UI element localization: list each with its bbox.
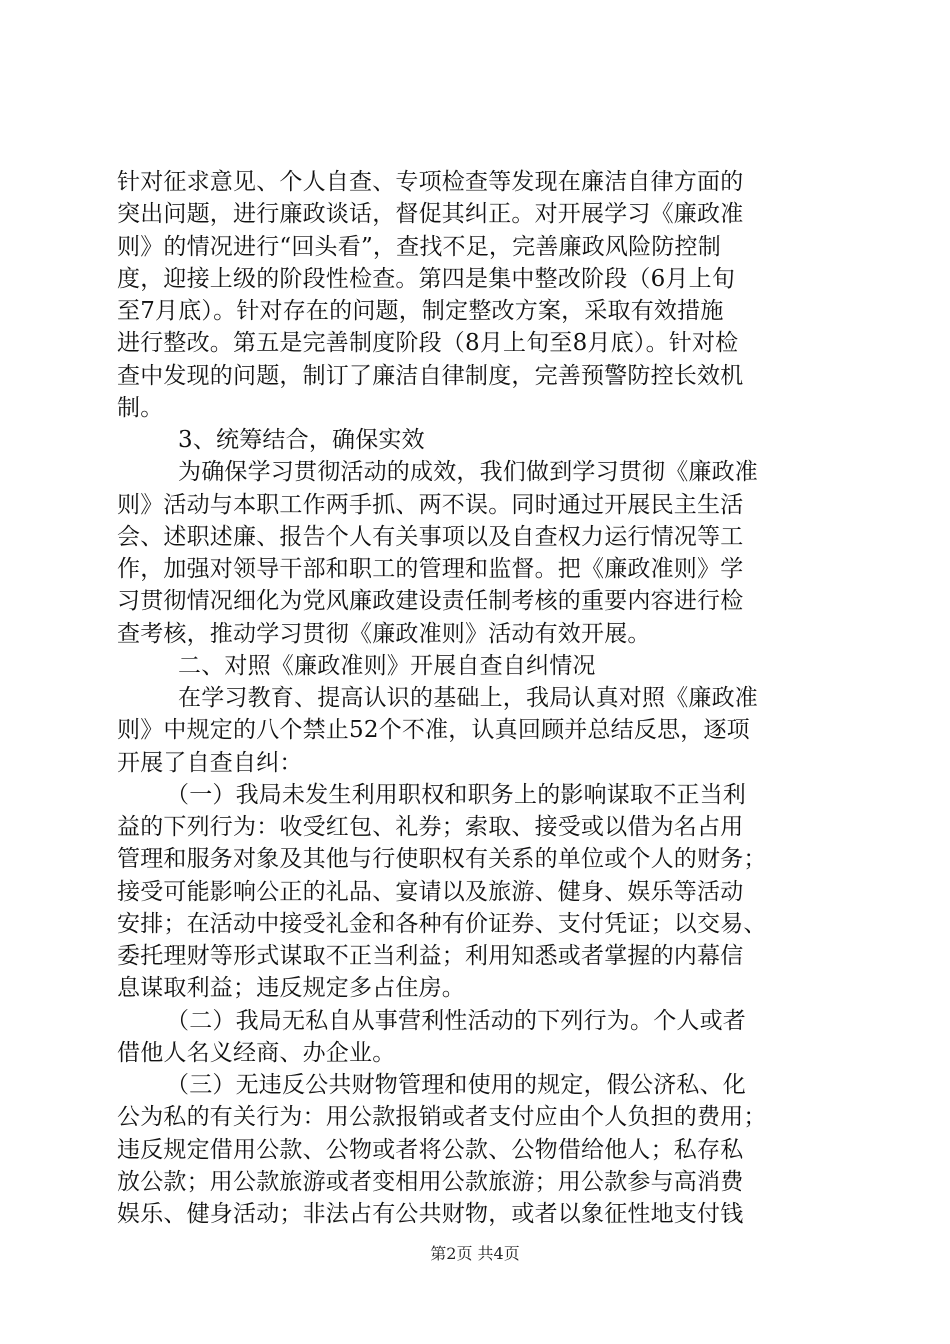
text-line: 息谋取利益；违反规定多占住房。 bbox=[117, 975, 465, 1002]
text-line: 则》中规定的八个禁止52个不准，认真回顾并总结反思，逐项 bbox=[117, 717, 750, 744]
text-line: 突出问题，进行廉政谈话，督促其纠正。对开展学习《廉政准 bbox=[117, 201, 744, 228]
text-line: 安排；在活动中接受礼金和各种有价证券、支付凭证；以交易、 bbox=[117, 910, 767, 937]
text-line: （三）无违反公共财物管理和使用的规定，假公济私、化 bbox=[166, 1072, 746, 1098]
text-line: 查中发现的问题，制订了廉洁自律制度，完善预警防控长效机 bbox=[117, 362, 744, 389]
text-line: 针对征求意见、个人自查、专项检查等发现在廉洁自律方面的 bbox=[117, 169, 744, 195]
text-line: 委托理财等形式谋取不正当利益；利用知悉或者掌握的内幕信 bbox=[117, 943, 744, 969]
text-line: 查考核，推动学习贯彻《廉政准则》活动有效开展。 bbox=[117, 620, 651, 647]
text-line: 公为私的有关行为：用公款报销或者支付应由个人负担的费用； bbox=[117, 1104, 767, 1131]
text-line: 益的下列行为：收受红包、礼券；索取、接受或以借为名占用 bbox=[117, 814, 744, 840]
text-line: 则》的情况进行“回头看”，查找不足，完善廉政风险防控制 bbox=[117, 233, 721, 260]
section-heading: 3、统筹结合，确保实效 bbox=[178, 427, 425, 453]
page-number: 第2页 共4页 bbox=[430, 1244, 520, 1263]
text-line: 制。 bbox=[117, 394, 164, 421]
text-line: 进行整改。第五是完善制度阶段（8月上旬至8月底）。针对检 bbox=[117, 330, 739, 357]
text-line: 娱乐、健身活动；非法占有公共财物，或者以象征性地支付钱 bbox=[117, 1201, 744, 1227]
text-line: 管理和服务对象及其他与行使职权有关系的单位或个人的财务； bbox=[117, 846, 767, 873]
text-line: 借他人名义经商、办企业。 bbox=[117, 1039, 396, 1066]
text-line: （二）我局无私自从事营利性活动的下列行为。个人或者 bbox=[166, 1007, 746, 1034]
text-line: 则》活动与本职工作两手抓、两不误。同时通过开展民主生活 bbox=[117, 491, 744, 518]
text-line: 度，迎接上级的阶段性检查。第四是集中整改阶段（6月上旬 bbox=[117, 265, 736, 292]
text-line: （一）我局未发生利用职权和职务上的影响谋取不正当利 bbox=[166, 781, 746, 808]
text-line: 在学习教育、提高认识的基础上，我局认真对照《廉政准 bbox=[178, 685, 758, 711]
text-line: 开展了自查自纠： bbox=[117, 749, 303, 776]
text-line: 会、述职述廉、报告个人有关事项以及自查权力运行情况等工 bbox=[117, 523, 744, 550]
text-line: 至7月底）。针对存在的问题，制定整改方案，采取有效措施 bbox=[117, 298, 724, 324]
text-line: 接受可能影响公正的礼品、宴请以及旅游、健身、娱乐等活动 bbox=[117, 878, 744, 905]
text-line: 为确保学习贯彻活动的成效，我们做到学习贯彻《廉政准 bbox=[178, 459, 758, 486]
text-line: 作，加强对领导干部和职工的管理和监督。把《廉政准则》学 bbox=[117, 556, 744, 582]
section-heading: 二、对照《廉政准则》开展自查自纠情况 bbox=[178, 652, 596, 679]
text-line: 违反规定借用公款、公物或者将公款、公物借给他人；私存私 bbox=[117, 1136, 744, 1163]
text-line: 习贯彻情况细化为党风廉政建设责任制考核的重要内容进行检 bbox=[117, 588, 744, 615]
text-line: 放公款；用公款旅游或者变相用公款旅游；用公款参与高消费 bbox=[117, 1168, 744, 1195]
